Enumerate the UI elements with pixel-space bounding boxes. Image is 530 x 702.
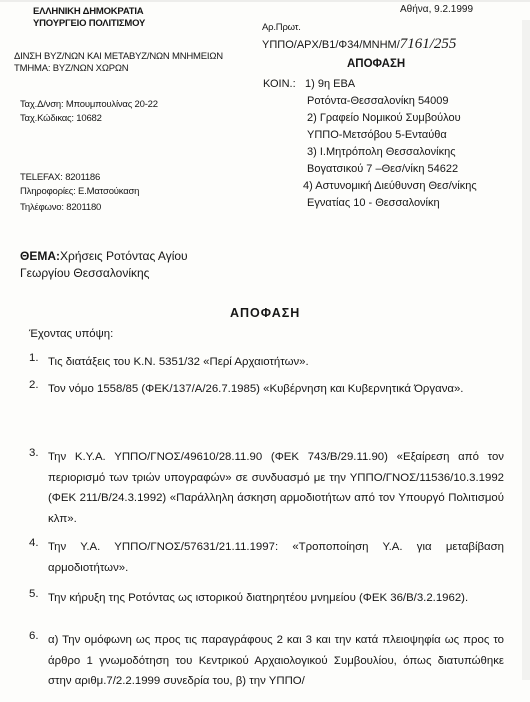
state-name: ΕΛΛΗΝΙΚΗ ΔΗΜΟΚΡΑΤΙΑ	[33, 6, 144, 17]
item-text: α) Την ομόφωνη ως προς τις παραγράφους 2 και 3 και την κατά πλειοψηφία ως προς το άρθρο 1 γνωμοδότηση του Κεντρικού Αρχαιολογικού Συμβουλίου, όπως διατυπώθηκε στην αριθμ.7/2.2.1999 συνεδρία του, β) την ΥΠΠΟ/	[48, 634, 504, 687]
considerations-intro: Έχοντας υπόψη:	[29, 328, 114, 340]
document-date: Αθήνα, 9.2.1999	[400, 4, 474, 15]
directorate-name: ΔΙΝΣΗ ΒΥΖ/ΝΩΝ ΚΑΙ ΜΕΤΑΒΥΖ/ΝΩΝ ΜΝΗΜΕΙΩΝ	[14, 51, 223, 62]
scan-edge-right	[522, 20, 530, 680]
protocol-handwritten: 7161/255	[399, 36, 457, 52]
recipient-line: 2) Γραφείο Νομικού Συμβούλου	[307, 112, 461, 124]
recipient-line: 4) Αστυνομική Διεύθυνση Θεσ/νίκης	[303, 180, 477, 192]
decision-heading: ΑΠΟΦΑΣΗ	[347, 58, 406, 70]
protocol-label: Αρ.Πρωτ.	[262, 22, 301, 33]
recipient-line: ΥΠΠΟ-Μετσόβου 5-Ενταύθα	[307, 129, 447, 141]
item-number: 3.	[29, 447, 39, 459]
recipient-line: Ροτόντα-Θεσσαλονίκη 54009	[307, 95, 449, 107]
item-number: 1.	[29, 352, 39, 364]
item-text: Την κήρυξη της Ροτόντας ως ιστορικού διατηρητέου μνημείου (ΦΕΚ 36/Β/3.2.1962).	[48, 592, 469, 604]
item-number: 6.	[29, 630, 39, 642]
recipient-line: Βογατσικού 7 –Θεσ/νίκη 54622	[307, 163, 459, 175]
info-contact: Πληροφορίες: Ε.Ματσούκαση	[20, 186, 140, 197]
phone-number: Τηλέφωνο: 8201180	[20, 202, 102, 213]
subject-line-2: Γεωργίου Θεσσαλονίκης	[20, 266, 150, 280]
postal-address: Ταχ.Δ/νση: Μπουμπουλίνας 20-22	[20, 99, 158, 110]
recipient-line: 1) 9η ΕΒΑ	[305, 78, 356, 90]
department-name: ΤΜΗΜΑ: ΒΥΖ/ΝΩΝ ΧΩΡΩΝ	[14, 63, 129, 74]
protocol-number	[262, 36, 456, 53]
subject-line-1	[20, 249, 188, 263]
item-text: Τις διατάξεις του Κ.Ν. 5351/32 «Περί Αρχαιοτήτων».	[48, 356, 309, 368]
protocol-printed: ΥΠΠΟ/ΑΡΧ/Β1/Φ34/ΜΝΗΜ/	[262, 39, 400, 51]
item-text: Τον νόμο 1558/85 (ΦΕΚ/137/Α/26.7.1985) «Κυβέρνηση και Κυβερνητικά Όργανα».	[48, 383, 464, 395]
ministry-name: ΥΠΟΥΡΓΕΙΟ ΠΟΛΙΤΙΣΜΟΥ	[33, 18, 146, 29]
recipient-line: 3) Ι.Μητρόπολη Θεσσαλονίκης	[307, 146, 456, 158]
decision-title: ΑΠΟΦΑΣΗ	[230, 306, 301, 320]
subject-label: ΘΕΜΑ:	[20, 249, 60, 263]
item-number: 4.	[29, 537, 39, 549]
item-number: 5.	[29, 588, 39, 600]
telefax-number: TELEFAX: 8201186	[20, 172, 101, 183]
recipient-line: Εγνατίας 10 - Θεσσαλονίκη	[307, 197, 440, 209]
subject-text-1: Χρήσεις Ροτόντας Αγίου	[60, 249, 188, 263]
item-text: Την Υ.Α. ΥΠΠΟ/ΓΝΟΣ/57631/21.11.1997: «Τροποποίηση Υ.Α. για μεταβίβαση αρμοδιοτήτων».	[48, 541, 504, 574]
item-number: 2.	[29, 379, 39, 391]
recipients-label: ΚΟΙΝ.:	[263, 78, 296, 90]
item-text: Την Κ.Υ.Α. ΥΠΠΟ/ΓΝΟΣ/49610/28.11.90 (ΦΕΚ 743/Β/29.11.90) «Εξαίρεση από τον περιορισμό των τριών υπογραφών» σε συνδυασμό με την ΥΠΠΟ/ΓΝΟΣ/11536/10.3.1992 (ΦΕΚ 211/Β/24.3.1992) «Παράλληλη άσκηση αρμοδιοτήτων από τον Υπουργό Πολιτισμού κλπ».	[48, 451, 504, 525]
postal-code: Ταχ.Κώδικας: 10682	[20, 113, 102, 124]
scan-edge-top	[0, 0, 530, 2]
